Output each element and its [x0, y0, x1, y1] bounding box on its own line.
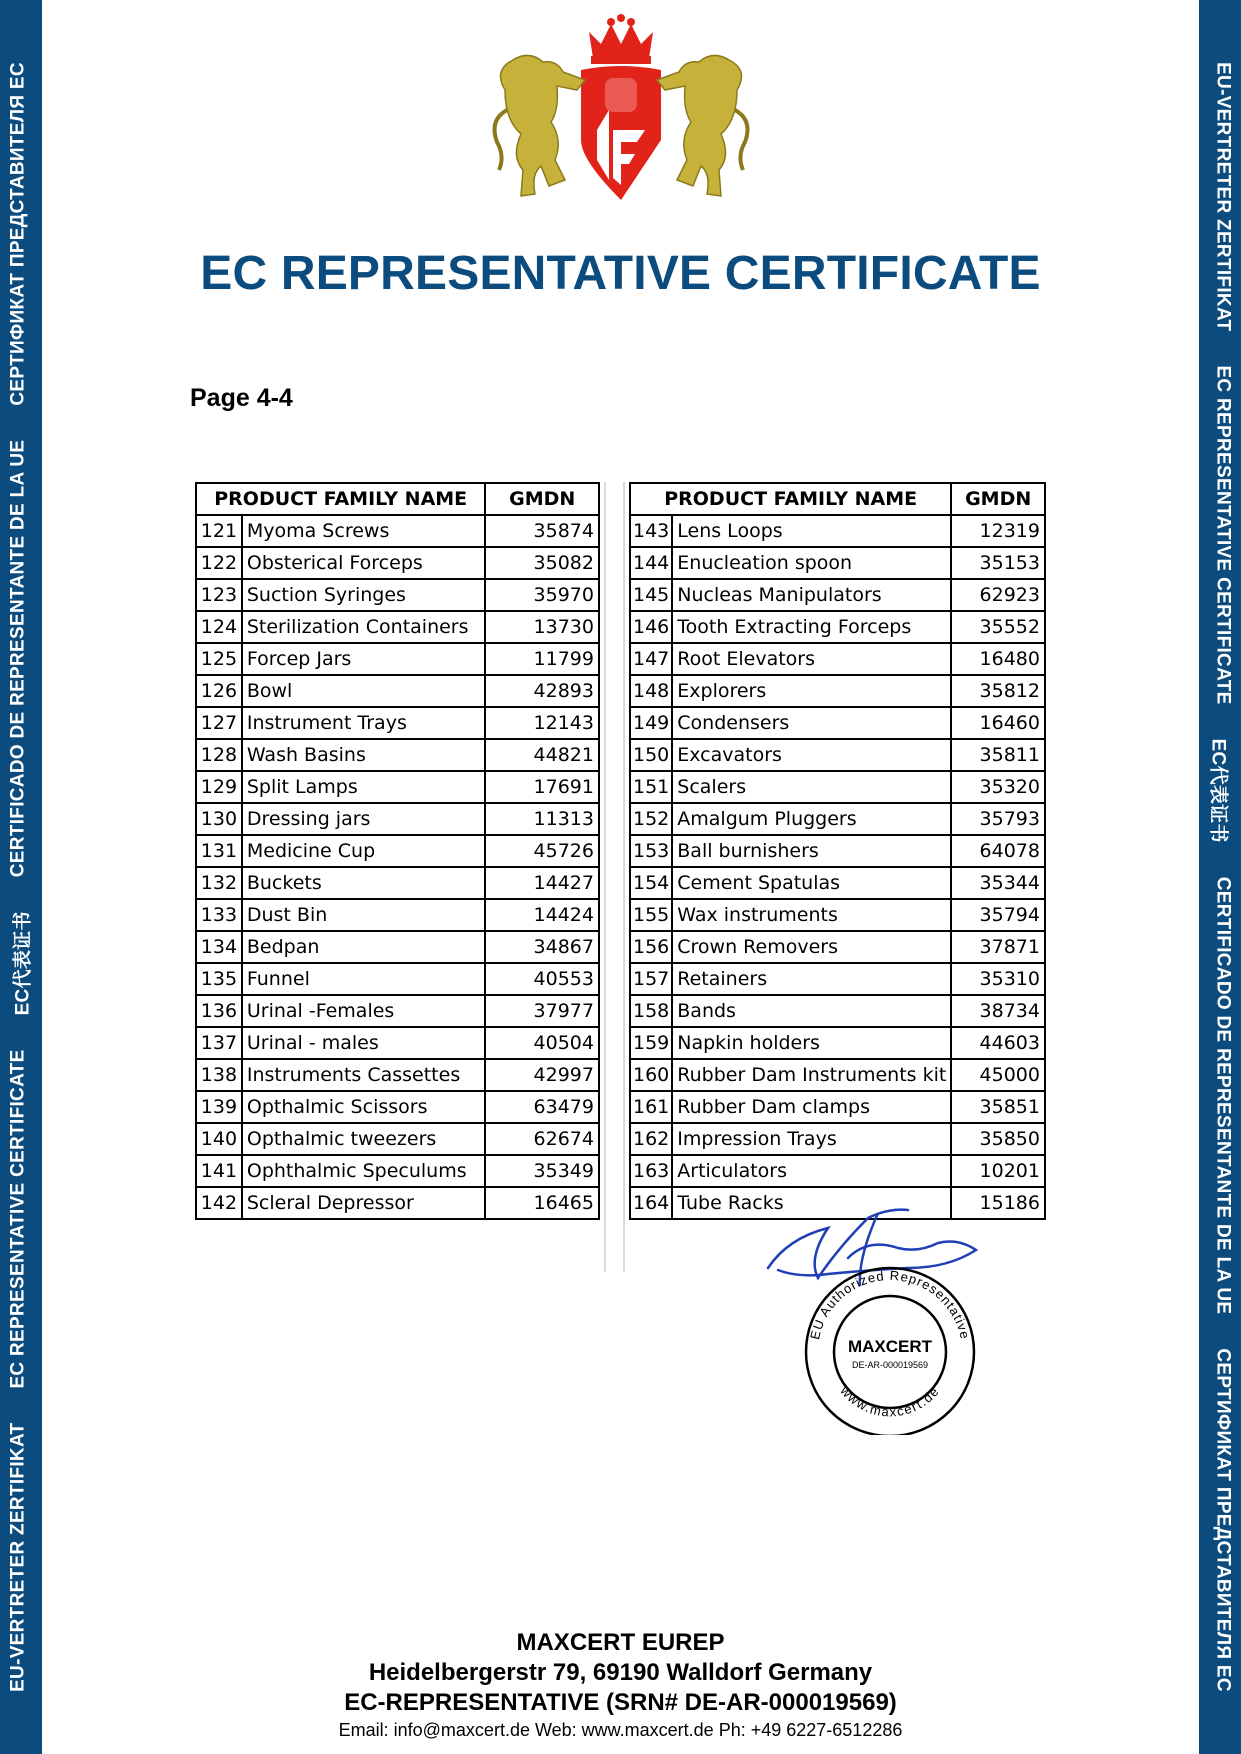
- row-number: 139: [196, 1091, 242, 1123]
- table-row: [196, 867, 599, 899]
- row-number: 155: [630, 899, 672, 931]
- row-number: 122: [196, 547, 242, 579]
- product-name: Forcep Jars: [242, 643, 486, 675]
- band-item: CERTIFICADO DE REPRESENTANTE DE LA UE: [7, 439, 29, 878]
- gmdn-code: 16465: [485, 1187, 599, 1219]
- left-lion-icon: [495, 55, 585, 196]
- gmdn-code: 35811: [951, 739, 1045, 771]
- row-number: 146: [630, 611, 672, 643]
- product-name: Explorers: [672, 675, 951, 707]
- gmdn-code: 15186: [951, 1187, 1045, 1219]
- svg-text:www.maxcert.de: [837, 1382, 943, 1419]
- product-name: Lens Loops: [672, 515, 951, 547]
- band-item: СЕРТИФИКАТ ПРЕДСТАВИТЕЛЯ ЕС: [1212, 1348, 1234, 1692]
- row-number: 140: [196, 1123, 242, 1155]
- footer-company: MAXCERT EUREP: [516, 1629, 725, 1656]
- table-row: [630, 867, 1045, 899]
- product-name: Enucleation spoon: [672, 547, 951, 579]
- row-number: 160: [630, 1059, 672, 1091]
- stamp-arc-text: EU Authorized Representative: [807, 1267, 973, 1341]
- gmdn-code: 38734: [951, 995, 1045, 1027]
- row-number: 143: [630, 515, 672, 547]
- authorized-rep-stamp: [800, 1260, 980, 1435]
- table-row: [630, 931, 1045, 963]
- stamp-web: www.maxcert.de: [837, 1383, 943, 1420]
- page-number-label: Page 4-4: [190, 384, 293, 412]
- row-number: 123: [196, 579, 242, 611]
- table-row: [196, 675, 599, 707]
- table-row: [196, 1059, 599, 1091]
- product-name: Opthalmic Scissors: [242, 1091, 486, 1123]
- table-row: [196, 1187, 599, 1219]
- product-name: Scalers: [672, 771, 951, 803]
- footer: [42, 1628, 1199, 1742]
- product-name: Excavators: [672, 739, 951, 771]
- product-name: Bands: [672, 995, 951, 1027]
- product-table-left: [195, 482, 600, 1220]
- product-name: Impression Trays: [672, 1123, 951, 1155]
- gmdn-code: 14424: [485, 899, 599, 931]
- product-name: Urinal -Females: [242, 995, 486, 1027]
- gmdn-code: 42893: [485, 675, 599, 707]
- table-row: [196, 707, 599, 739]
- right-side-band: [1199, 0, 1241, 1754]
- table-row: [630, 803, 1045, 835]
- footer-contact: Email: info@maxcert.de Web: www.maxcert.de Ph: +49 6227-6512286: [338, 1720, 903, 1740]
- product-name: Crown Removers: [672, 931, 951, 963]
- gmdn-code: 35320: [951, 771, 1045, 803]
- gmdn-code: 35970: [485, 579, 599, 611]
- row-number: 125: [196, 643, 242, 675]
- table-row: [630, 515, 1045, 547]
- row-number: 130: [196, 803, 242, 835]
- gmdn-code: 11799: [485, 643, 599, 675]
- product-name: Buckets: [242, 867, 486, 899]
- row-number: 129: [196, 771, 242, 803]
- row-number: 156: [630, 931, 672, 963]
- gmdn-code: 13730: [485, 611, 599, 643]
- svg-text:EU Authorized Representative: [807, 1268, 973, 1341]
- row-number: 151: [630, 771, 672, 803]
- product-name: Bowl: [242, 675, 486, 707]
- row-number: 127: [196, 707, 242, 739]
- row-number: 154: [630, 867, 672, 899]
- row-number: 150: [630, 739, 672, 771]
- row-number: 128: [196, 739, 242, 771]
- gmdn-code: 35794: [951, 899, 1045, 931]
- gmdn-code: 10201: [951, 1155, 1045, 1187]
- row-number: 159: [630, 1027, 672, 1059]
- band-item: EC代表证书: [12, 911, 34, 1016]
- product-name: Obsterical Forceps: [242, 547, 486, 579]
- table-row: [196, 899, 599, 931]
- gmdn-code: 35344: [951, 867, 1045, 899]
- table-row: [196, 803, 599, 835]
- band-item: EC REPRESENTATIVE CERTIFICATE: [7, 1049, 29, 1389]
- product-name: Retainers: [672, 963, 951, 995]
- row-number: 136: [196, 995, 242, 1027]
- product-name: Wash Basins: [242, 739, 486, 771]
- gmdn-code: 34867: [485, 931, 599, 963]
- row-number: 152: [630, 803, 672, 835]
- table-row: [630, 547, 1045, 579]
- product-name: Dressing jars: [242, 803, 486, 835]
- row-number: 132: [196, 867, 242, 899]
- band-item: CERTIFICADO DE REPRESENTANTE DE LA UE: [1212, 876, 1234, 1315]
- gmdn-code: 62923: [951, 579, 1045, 611]
- row-number: 121: [196, 515, 242, 547]
- table-row: [630, 579, 1045, 611]
- product-name: Opthalmic tweezers: [242, 1123, 486, 1155]
- table-row: [630, 611, 1045, 643]
- table-row: [196, 643, 599, 675]
- row-number: 126: [196, 675, 242, 707]
- table-row: [196, 1027, 599, 1059]
- gmdn-code: 63479: [485, 1091, 599, 1123]
- row-number: 142: [196, 1187, 242, 1219]
- gmdn-code: 16460: [951, 707, 1045, 739]
- table-row: [630, 1027, 1045, 1059]
- product-name: Dust Bin: [242, 899, 486, 931]
- row-number: 153: [630, 835, 672, 867]
- gmdn-code: 62674: [485, 1123, 599, 1155]
- row-number: 161: [630, 1091, 672, 1123]
- header-gmdn: GMDN: [485, 483, 599, 515]
- table-row: [630, 707, 1045, 739]
- table-row: [630, 1059, 1045, 1091]
- product-name: Ophthalmic Speculums: [242, 1155, 486, 1187]
- table-row: [196, 1155, 599, 1187]
- crest-logo: [485, 10, 757, 210]
- row-number: 157: [630, 963, 672, 995]
- gmdn-code: 40553: [485, 963, 599, 995]
- row-number: 158: [630, 995, 672, 1027]
- gmdn-code: 45000: [951, 1059, 1045, 1091]
- table-row: [630, 739, 1045, 771]
- table-row: [196, 771, 599, 803]
- row-number: 134: [196, 931, 242, 963]
- row-number: 135: [196, 963, 242, 995]
- shield-icon: [581, 66, 661, 200]
- product-name: Nucleas Manipulators: [672, 579, 951, 611]
- table-row: [196, 963, 599, 995]
- table-row: [630, 835, 1045, 867]
- product-name: Cement Spatulas: [672, 867, 951, 899]
- product-name: Root Elevators: [672, 643, 951, 675]
- certificate-title: EC REPRESENTATIVE CERTIFICATE: [200, 247, 1041, 300]
- band-item: СЕРТИФИКАТ ПРЕДСТАВИТЕЛЯ ЕС: [7, 62, 29, 406]
- product-name: Condensers: [672, 707, 951, 739]
- row-number: 145: [630, 579, 672, 611]
- table-row: [196, 995, 599, 1027]
- row-number: 138: [196, 1059, 242, 1091]
- row-number: 124: [196, 611, 242, 643]
- table-row: [196, 1123, 599, 1155]
- row-number: 163: [630, 1155, 672, 1187]
- product-name: Medicine Cup: [242, 835, 486, 867]
- gmdn-code: 14427: [485, 867, 599, 899]
- table-row: [630, 995, 1045, 1027]
- gmdn-code: 44821: [485, 739, 599, 771]
- header-product-family-name: PRODUCT FAMILY NAME: [196, 483, 485, 515]
- gmdn-code: 37977: [485, 995, 599, 1027]
- row-number: 164: [630, 1187, 672, 1219]
- product-name: Rubber Dam Instruments kit: [672, 1059, 951, 1091]
- row-number: 141: [196, 1155, 242, 1187]
- footer-rep: EC-REPRESENTATIVE (SRN# DE-AR-000019569): [344, 1689, 897, 1716]
- product-name: Articulators: [672, 1155, 951, 1187]
- table-row: [630, 1123, 1045, 1155]
- row-number: 162: [630, 1123, 672, 1155]
- band-item: EU-VERTRETER ZERTIFIKAT: [1212, 62, 1234, 332]
- product-name: Tube Racks: [672, 1187, 951, 1219]
- gmdn-code: 12143: [485, 707, 599, 739]
- row-number: 131: [196, 835, 242, 867]
- table-row: [196, 579, 599, 611]
- right-lion-icon: [657, 55, 747, 196]
- gmdn-code: 35082: [485, 547, 599, 579]
- stamp-company: MAXCERT: [847, 1337, 933, 1356]
- product-name: Wax instruments: [672, 899, 951, 931]
- row-number: 147: [630, 643, 672, 675]
- row-number: 148: [630, 675, 672, 707]
- product-name: Suction Syringes: [242, 579, 486, 611]
- product-name: Rubber Dam clamps: [672, 1091, 951, 1123]
- table-header-row: [196, 483, 599, 515]
- gmdn-code: 35812: [951, 675, 1045, 707]
- gmdn-code: 35349: [485, 1155, 599, 1187]
- table-header-row: [630, 483, 1045, 515]
- product-name: Napkin holders: [672, 1027, 951, 1059]
- gmdn-code: 42997: [485, 1059, 599, 1091]
- header-product-family-name: PRODUCT FAMILY NAME: [630, 483, 951, 515]
- product-table-right: [629, 482, 1046, 1220]
- gmdn-code: 35851: [951, 1091, 1045, 1123]
- table-row: [196, 611, 599, 643]
- gmdn-code: 40504: [485, 1027, 599, 1059]
- product-name: Instruments Cassettes: [242, 1059, 486, 1091]
- row-number: 144: [630, 547, 672, 579]
- gmdn-code: 11313: [485, 803, 599, 835]
- product-name: Ball burnishers: [672, 835, 951, 867]
- product-name: Split Lamps: [242, 771, 486, 803]
- table-row: [196, 515, 599, 547]
- left-side-band: [0, 0, 42, 1754]
- footer-address: Heidelbergerstr 79, 69190 Walldorf Germany: [368, 1659, 873, 1686]
- band-item: EC REPRESENTATIVE CERTIFICATE: [1212, 365, 1234, 705]
- row-number: 133: [196, 899, 242, 931]
- gmdn-code: 16480: [951, 643, 1045, 675]
- gmdn-code: 35850: [951, 1123, 1045, 1155]
- table-row: [630, 643, 1045, 675]
- table-row: [196, 547, 599, 579]
- stamp-id: DE-AR-000019569: [851, 1360, 929, 1370]
- gmdn-code: 45726: [485, 835, 599, 867]
- band-item: EC代表证书: [1207, 738, 1229, 843]
- row-number: 149: [630, 707, 672, 739]
- table-gap: [600, 482, 629, 1272]
- gmdn-code: 35153: [951, 547, 1045, 579]
- table-row: [630, 899, 1045, 931]
- table-row: [196, 931, 599, 963]
- table-row: [630, 1091, 1045, 1123]
- table-row: [630, 675, 1045, 707]
- product-name: Amalgum Pluggers: [672, 803, 951, 835]
- product-name: Scleral Depressor: [242, 1187, 486, 1219]
- header-gmdn: GMDN: [951, 483, 1045, 515]
- table-row: [196, 739, 599, 771]
- product-name: Urinal - males: [242, 1027, 486, 1059]
- product-name: Tooth Extracting Forceps: [672, 611, 951, 643]
- gmdn-code: 35310: [951, 963, 1045, 995]
- product-name: Bedpan: [242, 931, 486, 963]
- gmdn-code: 35874: [485, 515, 599, 547]
- gmdn-code: 44603: [951, 1027, 1045, 1059]
- left-band-text: [8, 62, 35, 1692]
- gmdn-code: 17691: [485, 771, 599, 803]
- table-row: [630, 963, 1045, 995]
- product-name: Myoma Screws: [242, 515, 486, 547]
- product-name: Sterilization Containers: [242, 611, 486, 643]
- table-row: [630, 1155, 1045, 1187]
- gmdn-code: 35793: [951, 803, 1045, 835]
- gmdn-code: 35552: [951, 611, 1045, 643]
- table-row: [196, 835, 599, 867]
- product-name: Instrument Trays: [242, 707, 486, 739]
- gmdn-code: 64078: [951, 835, 1045, 867]
- table-row: [196, 1091, 599, 1123]
- product-name: Funnel: [242, 963, 486, 995]
- gmdn-code: 37871: [951, 931, 1045, 963]
- gmdn-code: 12319: [951, 515, 1045, 547]
- table-row: [630, 771, 1045, 803]
- right-band-text: [1207, 62, 1234, 1692]
- row-number: 137: [196, 1027, 242, 1059]
- band-item: EU-VERTRETER ZERTIFIKAT: [7, 1422, 29, 1692]
- crown-icon: [589, 14, 653, 64]
